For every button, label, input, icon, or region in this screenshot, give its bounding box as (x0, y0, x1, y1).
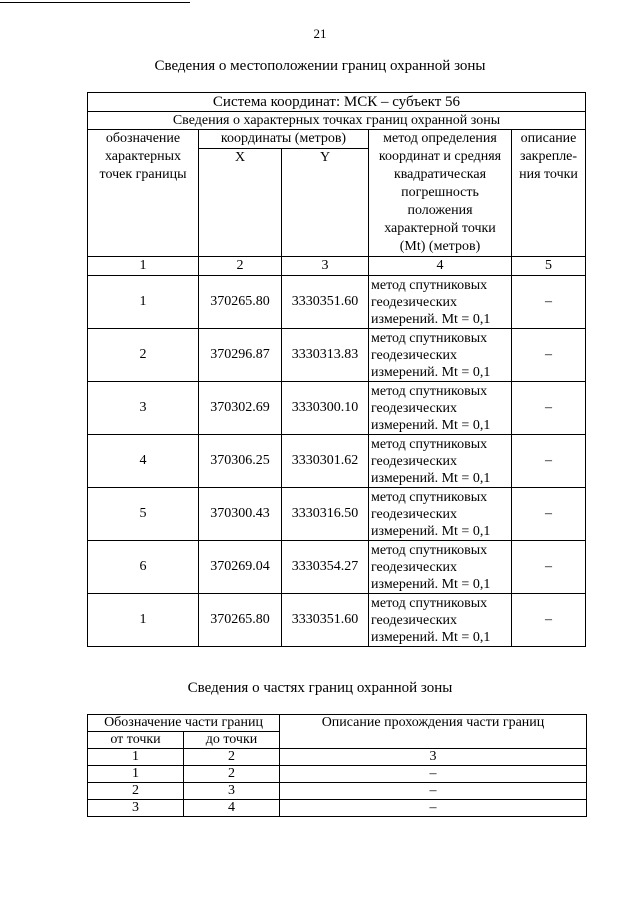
coord-y: 3330313.83 (282, 329, 369, 382)
header-x: X (199, 149, 282, 257)
part-description: – (280, 800, 587, 817)
coord-y: 3330354.27 (282, 541, 369, 594)
point-description: – (512, 488, 586, 541)
header-method: метод определения координат и средняя квадратическая погрешность положения характерной точки (Mt) (метров) (369, 130, 512, 257)
header-row-1 (88, 130, 586, 149)
column-numbers-row (88, 257, 586, 276)
point-id: 2 (88, 329, 199, 382)
coord-x: 370296.87 (199, 329, 282, 382)
method-text: метод спутниковых геодезических измерений. Mt = 0,1 (369, 329, 512, 382)
from-point: 3 (88, 800, 184, 817)
coordinate-system: Система координат: МСК – субъект 56 (88, 93, 586, 112)
coord-x: 370265.80 (199, 276, 282, 329)
header-part-description: Описание прохождения части границ (280, 715, 587, 749)
point-id: 5 (88, 488, 199, 541)
table-row (88, 329, 586, 382)
point-description: – (512, 541, 586, 594)
coord-x: 370302.69 (199, 382, 282, 435)
point-description: – (512, 594, 586, 647)
coord-y: 3330316.50 (282, 488, 369, 541)
header-description: описание закрепле-ния точки (512, 130, 586, 257)
method-text: метод спутниковых геодезических измерений. Mt = 0,1 (369, 488, 512, 541)
table-row (88, 594, 586, 647)
point-description: – (512, 435, 586, 488)
header-y: Y (282, 149, 369, 257)
table-row (88, 276, 586, 329)
header-to: до точки (184, 732, 280, 749)
coord-x: 370269.04 (199, 541, 282, 594)
point-id: 1 (88, 276, 199, 329)
parts-column-numbers-row (88, 749, 587, 766)
page-number: 21 (313, 26, 327, 41)
point-id: 4 (88, 435, 199, 488)
coord-x: 370300.43 (199, 488, 282, 541)
method-text: метод спутниковых геодезических измерений. Mt = 0,1 (369, 541, 512, 594)
column-number: 2 (199, 257, 282, 276)
coord-y: 3330301.62 (282, 435, 369, 488)
method-text: метод спутниковых геодезических измерений. Mt = 0,1 (369, 435, 512, 488)
header-rule (0, 2, 190, 3)
boundary-parts-table (87, 714, 587, 817)
to-point: 2 (184, 766, 280, 783)
point-id: 3 (88, 382, 199, 435)
point-id: 6 (88, 541, 199, 594)
section2-title: Сведения о частях границ охранной зоны (187, 680, 453, 696)
header-from: от точки (88, 732, 184, 749)
column-number: 2 (184, 749, 280, 766)
coord-y: 3330300.10 (282, 382, 369, 435)
method-text: метод спутниковых геодезических измерений. Mt = 0,1 (369, 382, 512, 435)
point-description: – (512, 276, 586, 329)
coordinate-system-row (88, 93, 586, 112)
to-point: 3 (184, 783, 280, 800)
section1-title: Сведения о местоположении границ охранной зоны (154, 58, 486, 74)
part-description: – (280, 766, 587, 783)
coord-x: 370265.80 (199, 594, 282, 647)
method-text: метод спутниковых геодезических измерений. Mt = 0,1 (369, 594, 512, 647)
table-row (88, 382, 586, 435)
table-row (88, 541, 586, 594)
table-row (88, 800, 587, 817)
header-part: Обозначение части границ (88, 715, 280, 732)
part-description: – (280, 783, 587, 800)
from-point: 1 (88, 766, 184, 783)
column-number: 5 (512, 257, 586, 276)
method-text: метод спутниковых геодезических измерений. Mt = 0,1 (369, 276, 512, 329)
coord-x: 370306.25 (199, 435, 282, 488)
parts-header-row-1 (88, 715, 587, 732)
point-id: 1 (88, 594, 199, 647)
table-row (88, 766, 587, 783)
table-row (88, 783, 587, 800)
to-point: 4 (184, 800, 280, 817)
column-number: 1 (88, 749, 184, 766)
coord-y: 3330351.60 (282, 594, 369, 647)
subtitle-row (88, 112, 586, 130)
column-number: 3 (282, 257, 369, 276)
coordinates-table (87, 92, 586, 647)
point-description: – (512, 329, 586, 382)
header-designation: обозначение характерных точек границы (88, 130, 199, 257)
column-number: 1 (88, 257, 199, 276)
from-point: 2 (88, 783, 184, 800)
point-description: – (512, 382, 586, 435)
table-row (88, 435, 586, 488)
table-subtitle: Сведения о характерных точках границ охранной зоны (88, 112, 586, 130)
column-number: 4 (369, 257, 512, 276)
coord-y: 3330351.60 (282, 276, 369, 329)
table-row (88, 488, 586, 541)
column-number: 3 (280, 749, 587, 766)
header-coords: координаты (метров) (199, 130, 369, 149)
